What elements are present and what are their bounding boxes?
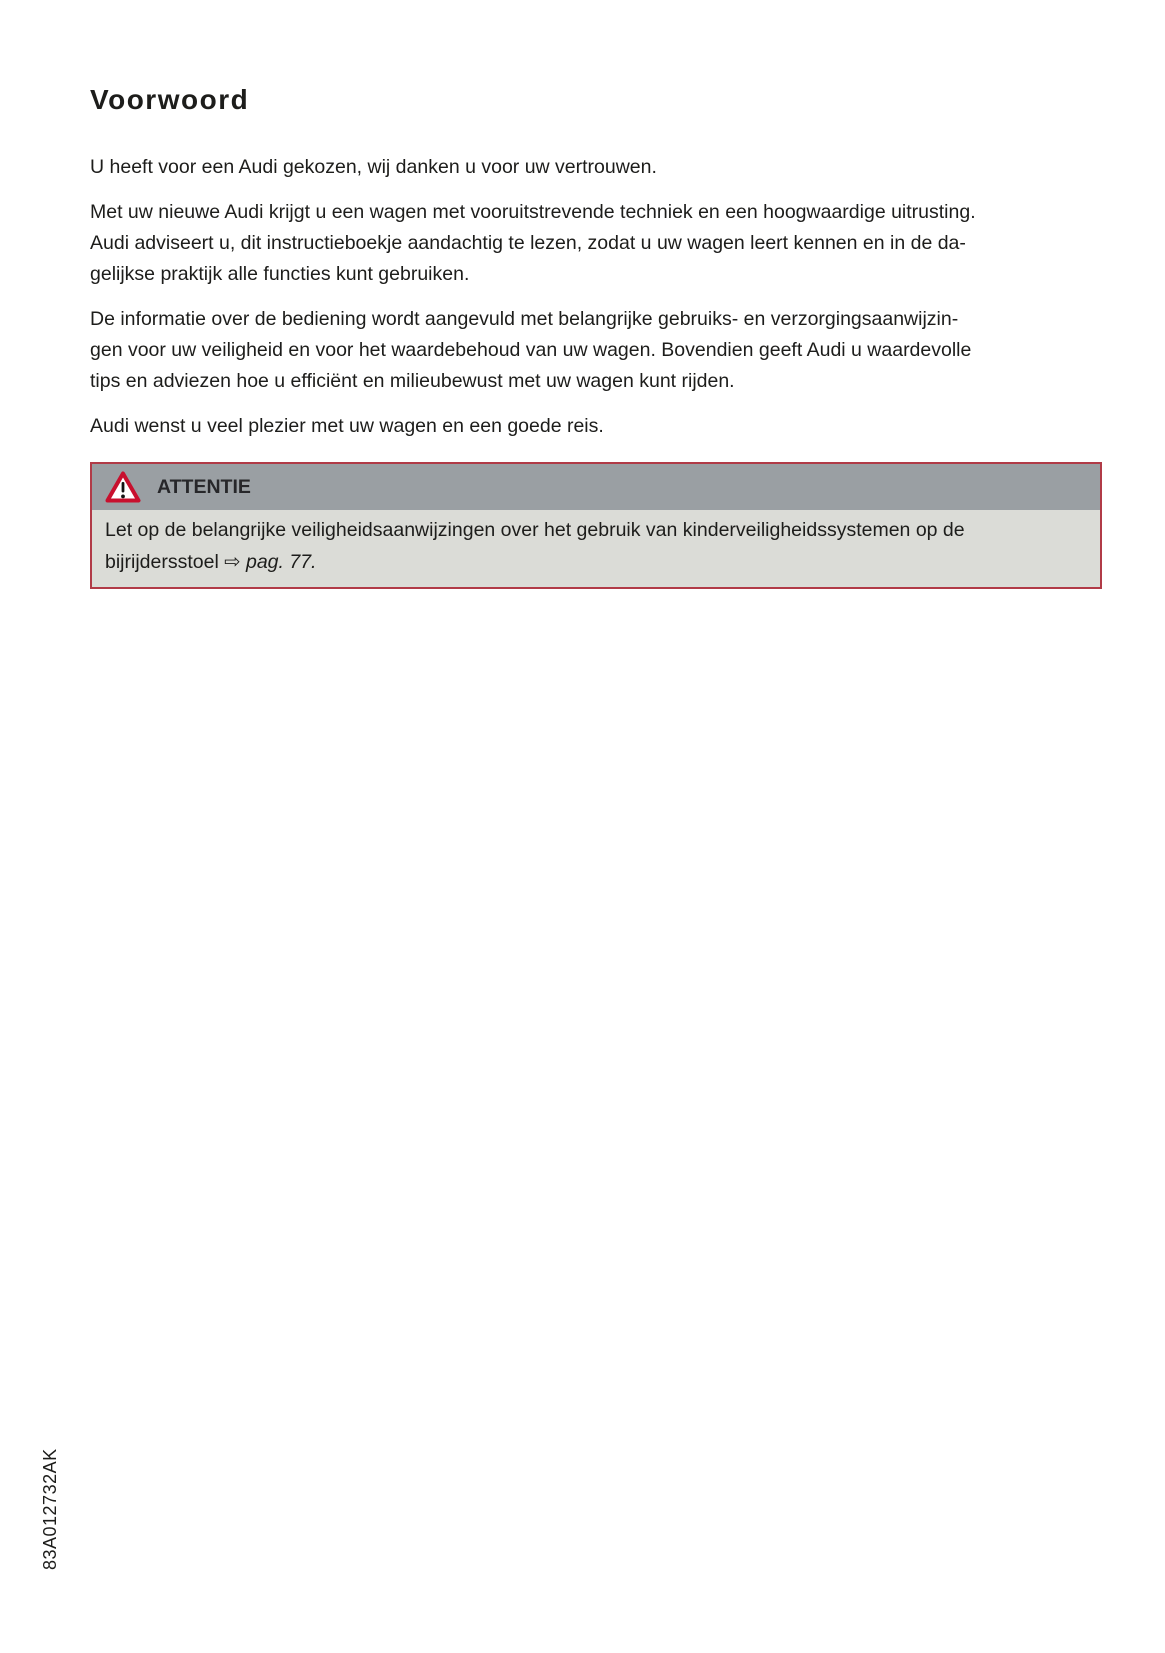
attention-body-line: Let op de belangrijke veiligheidsaanwijzingen over het gebruik van kinderveiligheidssystemen op de bbox=[105, 519, 965, 541]
paragraph-line: U heeft voor een Audi gekozen, wij danken u voor uw vertrouwen. bbox=[90, 156, 657, 178]
page-content bbox=[90, 84, 1102, 589]
paragraph-line: gelijkse praktijk alle functies kunt gebruiken. bbox=[90, 263, 470, 285]
paragraph-technique bbox=[90, 197, 1102, 290]
warning-triangle-icon bbox=[105, 471, 141, 503]
attention-box bbox=[90, 462, 1102, 589]
attention-body-line bbox=[105, 546, 1087, 578]
footer-code: 83A012732AK bbox=[40, 1448, 60, 1570]
paragraph-line: Audi adviseert u, dit instructieboekje aandachtig te lezen, zodat u uw wagen leert kennen en in de da- bbox=[90, 232, 966, 254]
attention-label: ATTENTIE bbox=[157, 475, 251, 498]
paragraph-intro bbox=[90, 152, 1102, 183]
page-reference: pag. 77. bbox=[240, 551, 317, 573]
page-title: Voorwoord bbox=[90, 84, 250, 115]
attention-header bbox=[92, 464, 1100, 510]
paragraph-line: Audi wenst u veel plezier met uw wagen en een goede reis. bbox=[90, 415, 604, 437]
paragraph-line: gen voor uw veiligheid en voor het waardebehoud van uw wagen. Bovendien geeft Audi u waardevolle bbox=[90, 339, 972, 361]
paragraph-wishes bbox=[90, 411, 1102, 442]
paragraph-line: tips en adviezen hoe u efficiënt en milieubewust met uw wagen kunt rijden. bbox=[90, 370, 735, 392]
attention-body bbox=[92, 510, 1100, 587]
paragraph-line: Met uw nieuwe Audi krijgt u een wagen met vooruitstrevende techniek en een hoogwaardige uitrusting. bbox=[90, 201, 976, 223]
attention-body-prefix: bijrijdersstoel bbox=[105, 551, 225, 573]
paragraph-line: De informatie over de bediening wordt aangevuld met belangrijke gebruiks- en verzorgingsaanwijzin- bbox=[90, 308, 959, 330]
page-reference-arrow-icon: ⇨ bbox=[224, 550, 241, 573]
paragraph-information bbox=[90, 304, 1102, 397]
